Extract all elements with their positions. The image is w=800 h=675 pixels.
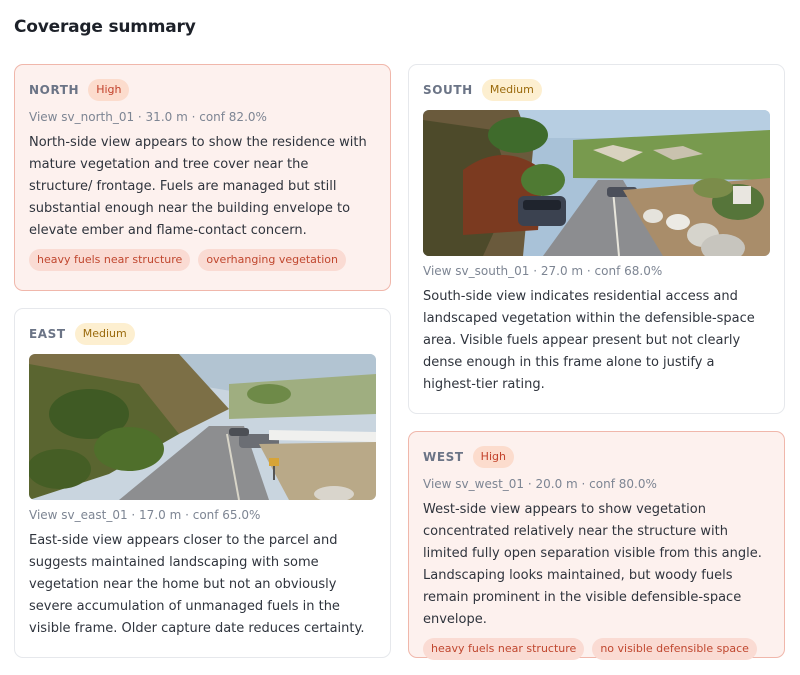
tag: no visible defensible space <box>592 638 757 660</box>
page-title: Coverage summary <box>14 17 196 37</box>
direction-label: WEST <box>423 450 464 464</box>
street-view-image[interactable] <box>423 110 770 256</box>
direction-label: SOUTH <box>423 83 473 97</box>
coverage-card-west <box>408 431 785 658</box>
card-description: South-side view indicates residential access and landscaped vegetation within the defensible-space area. Visible fuels appear present but not clearly dense enough in this frame alone to justify a highest-tier rating. <box>423 289 755 392</box>
coverage-card-east <box>14 308 391 658</box>
direction-label: EAST <box>29 327 66 341</box>
card-description: West-side view appears to show vegetation concentrated relatively near the structure with limited fully open separation visible from this angle. Landscaping looks maintained, but woody fuels remain prominent in the visible defensible-space envelope. <box>423 502 762 627</box>
street-view-image[interactable] <box>29 354 376 500</box>
direction-label: NORTH <box>29 83 80 97</box>
tag: heavy fuels near structure <box>29 249 190 271</box>
view-meta: View sv_south_01 · 27.0 m · conf 68.0% <box>423 264 663 278</box>
tag-list <box>29 249 376 271</box>
risk-badge: Medium <box>75 323 135 345</box>
risk-badge: High <box>88 79 129 101</box>
tag: overhanging vegetation <box>198 249 346 271</box>
view-meta: View sv_east_01 · 17.0 m · conf 65.0% <box>29 508 261 522</box>
tag-list <box>423 638 770 660</box>
risk-badge: Medium <box>482 79 542 101</box>
coverage-card-south <box>408 64 785 414</box>
view-meta: View sv_north_01 · 31.0 m · conf 82.0% <box>29 110 267 124</box>
view-meta: View sv_west_01 · 20.0 m · conf 80.0% <box>423 477 657 491</box>
risk-badge: High <box>473 446 514 468</box>
card-description: East-side view appears closer to the parcel and suggests maintained landscaping with some vegetation near the home but not an obviously severe accumulation of unmanaged fuels in the visible frame. Older capture date reduces certainty. <box>29 533 365 636</box>
tag: heavy fuels near structure <box>423 638 584 660</box>
card-description: North-side view appears to show the residence with mature vegetation and tree cover near the structure/ frontage. Fuels are managed but still substantial enough near the building envelope to elevate ember and flame-contact concern. <box>29 135 367 238</box>
coverage-card-north <box>14 64 391 291</box>
